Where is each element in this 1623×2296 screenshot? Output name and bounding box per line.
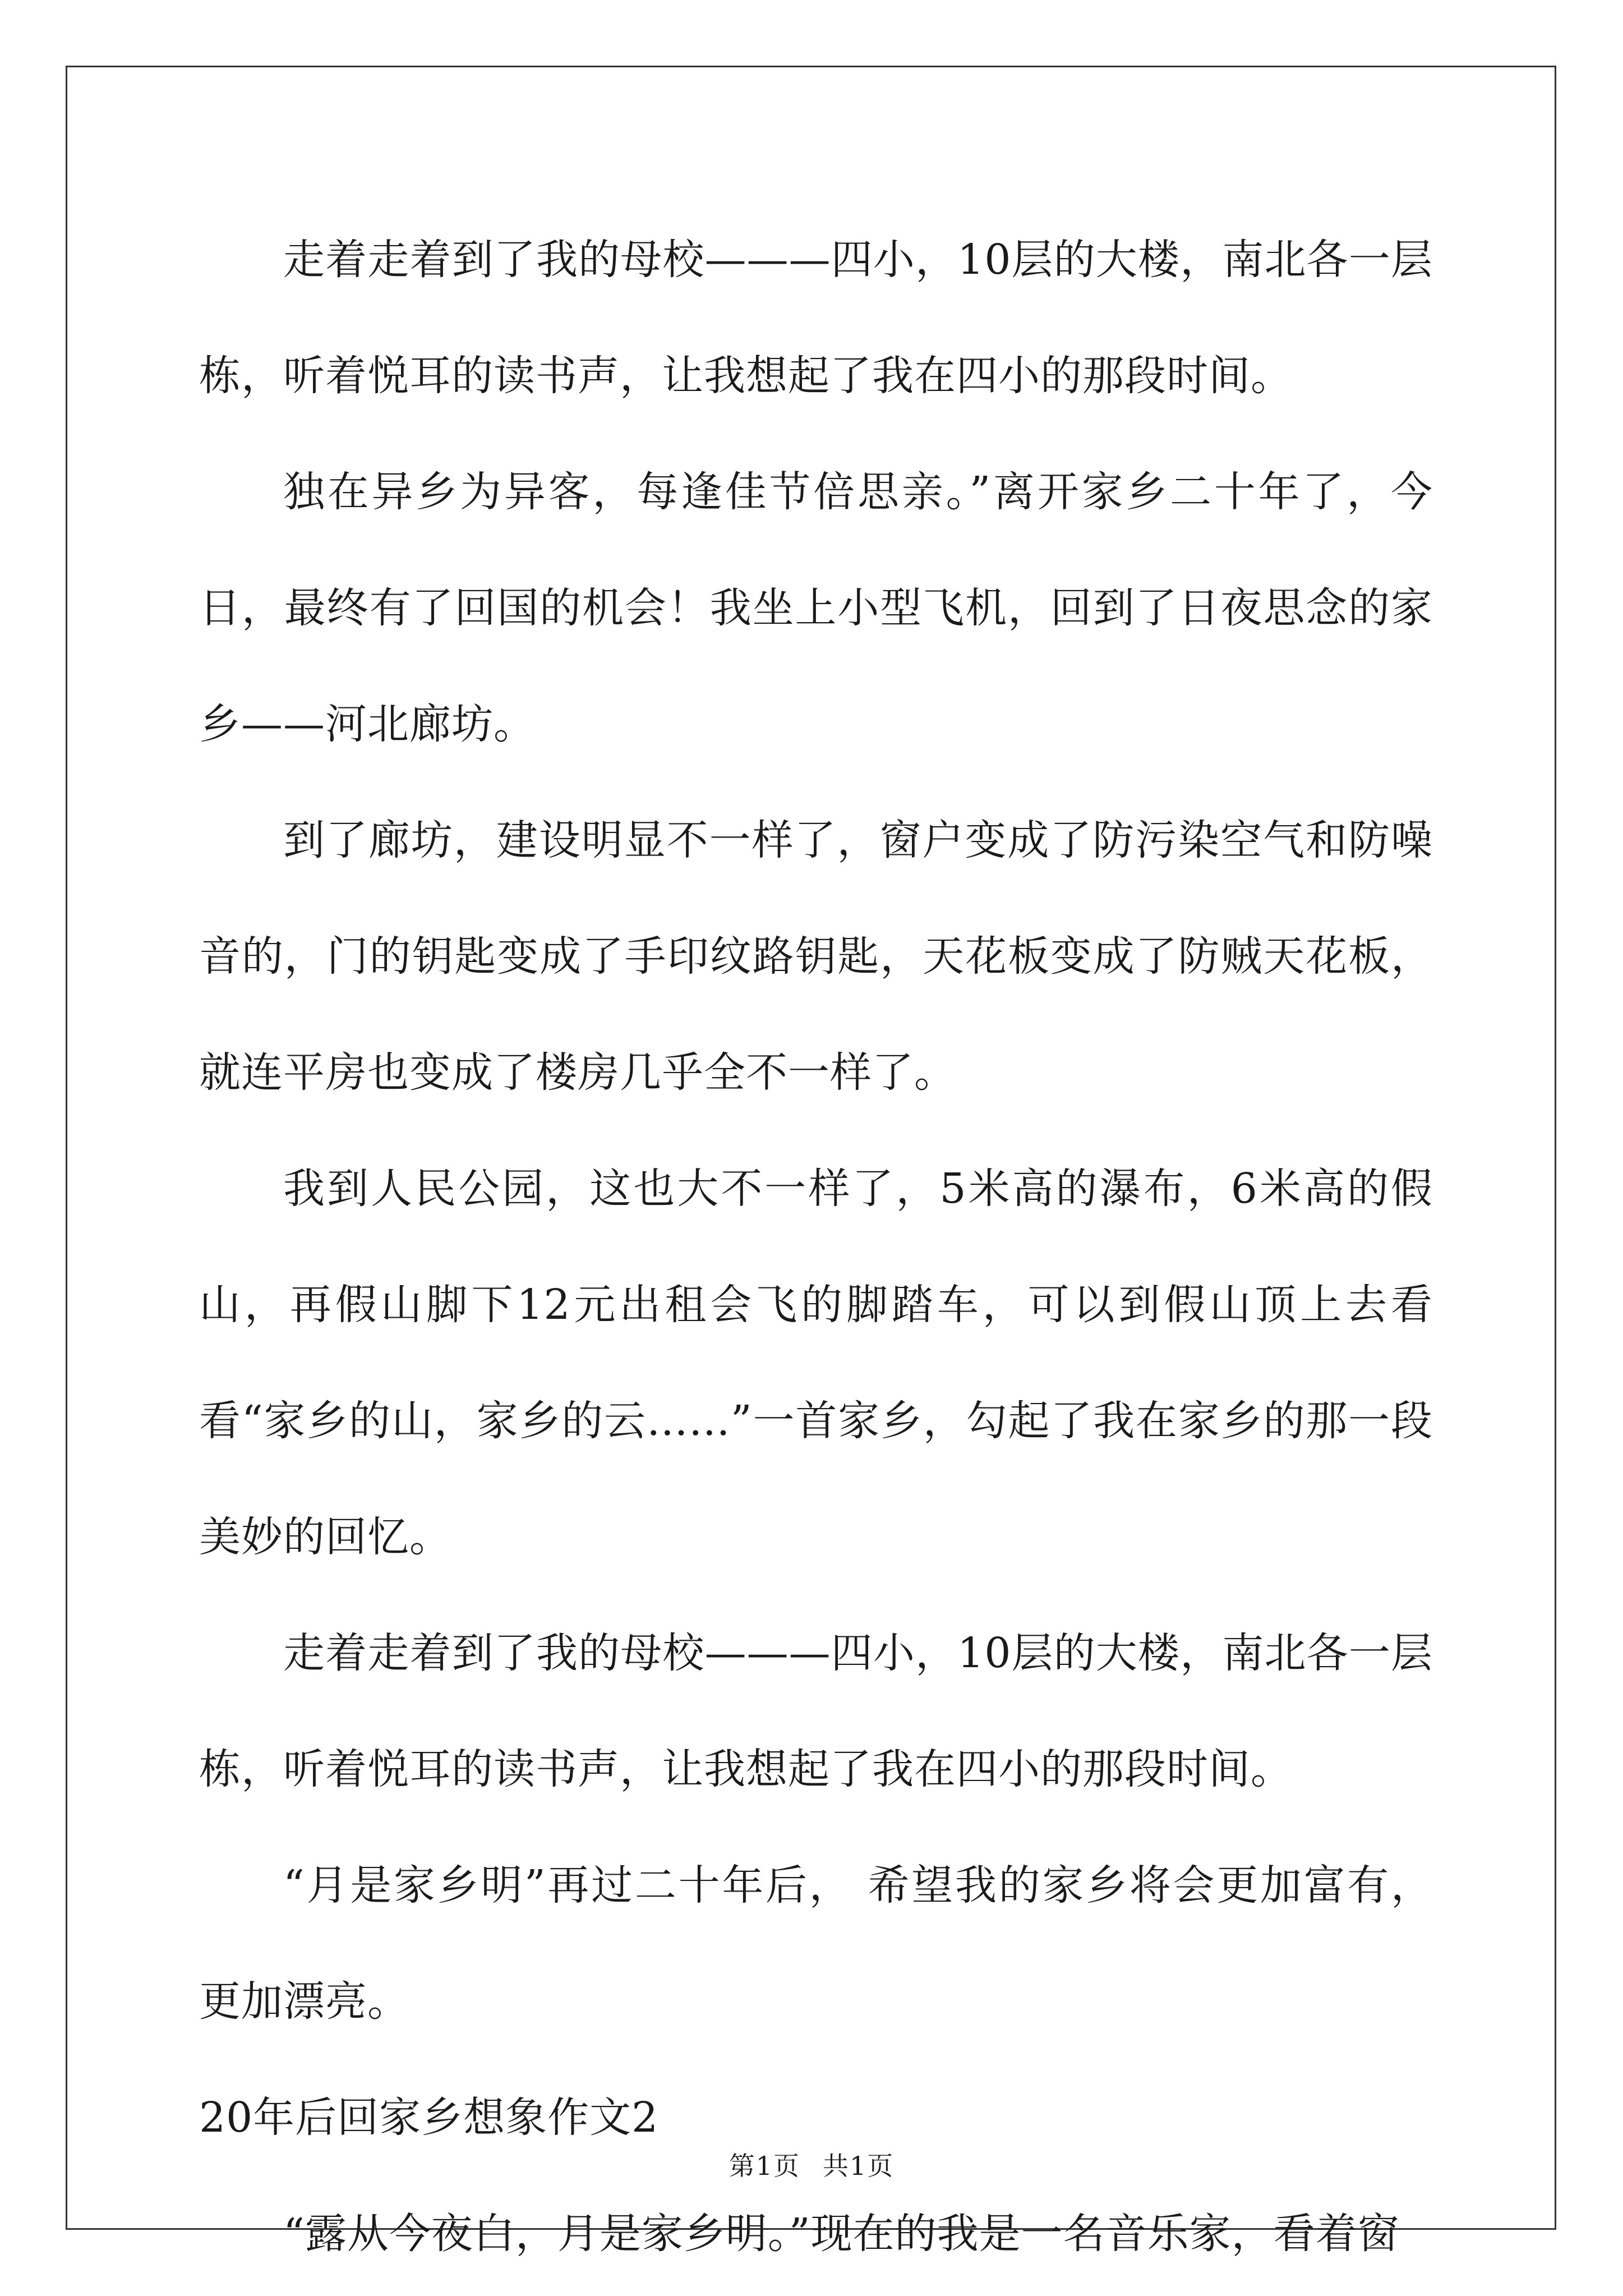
- page-footer: [0, 2146, 1623, 2183]
- page-number: 第1页: [728, 2151, 800, 2181]
- paragraph-3: 到了廊坊，建设明显不一样了，窗户变成了防污染空气和防噪音的，门的钥匙变成了手印纹路钥匙，天花板变成了防贼天花板，就连平房也变成了楼房几乎全不一样了。: [199, 816, 1433, 1097]
- section-heading: 20年后回家乡想象作文2: [199, 2093, 659, 2142]
- paragraph-1: 走着走着到了我的母校———四小，10层的大楼，南北各一层栋，听着悦耳的读书声，让我想起了我在四小的那段时间。: [199, 236, 1433, 400]
- document-body: [199, 202, 1433, 2292]
- paragraph-2: 独在异乡为异客，每逢佳节倍思亲。”离开家乡二十年了，今日，最终有了回国的机会！我坐上小型飞机，回到了日夜思念的家乡——河北廊坊。: [199, 468, 1433, 748]
- paragraph-5: 走着走着到了我的母校———四小，10层的大楼，南北各一层栋，听着悦耳的读书声，让我想起了我在四小的那段时间。: [199, 1629, 1433, 1793]
- paragraph-6: “月是家乡明”再过二十年后， 希望我的家乡将会更加富有，更加漂亮。: [199, 1861, 1433, 2026]
- page-total: 共1页: [823, 2151, 895, 2181]
- paragraph-4: 我到人民公园，这也大不一样了，5米高的瀑布，6米高的假山，再假山脚下12元出租会飞的脚踏车，可以到假山顶上去看看“家乡的山，家乡的云……”一首家乡，勾起了我在家乡的那一段美妙的回忆。: [199, 1165, 1433, 1561]
- paragraph-7: “露从今夜白，月是家乡明。”现在的我是一名音乐家，看着窗: [283, 2210, 1400, 2258]
